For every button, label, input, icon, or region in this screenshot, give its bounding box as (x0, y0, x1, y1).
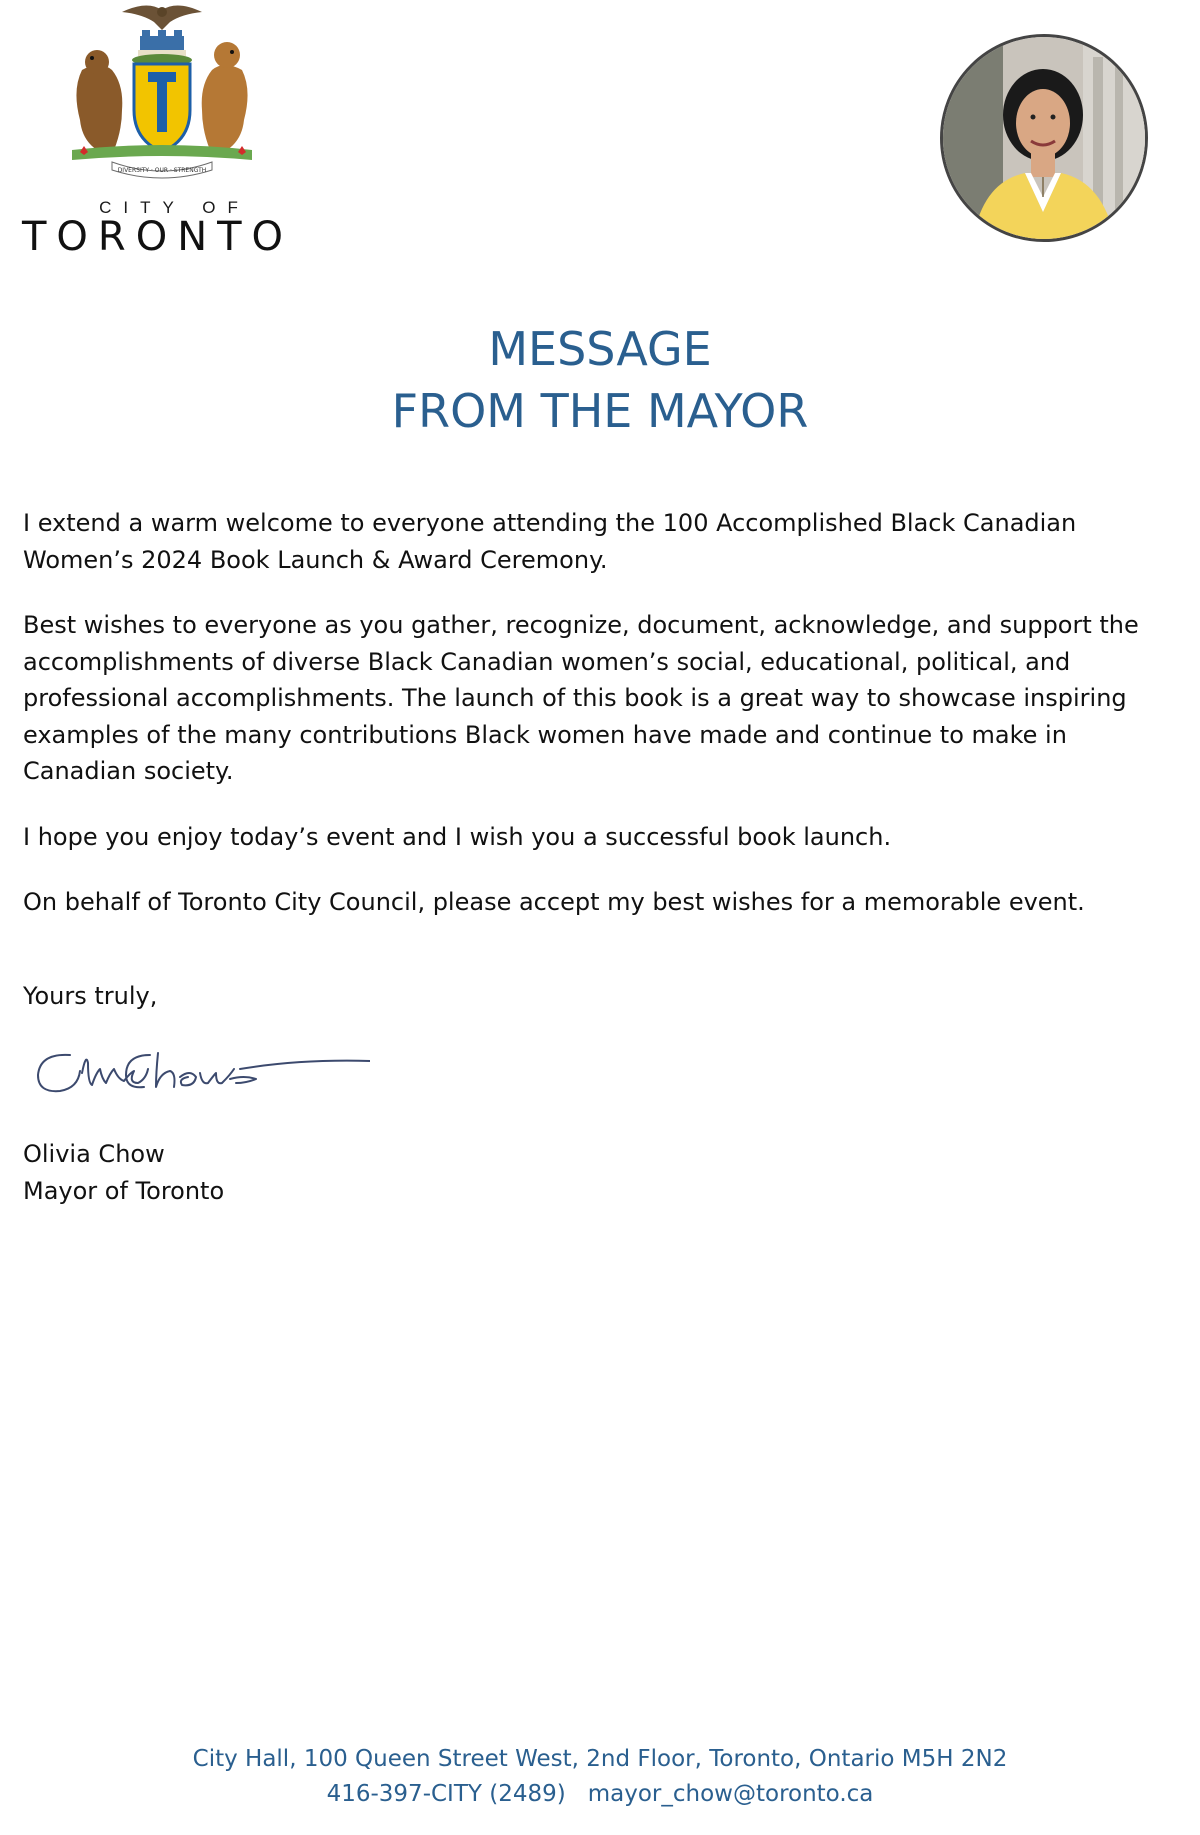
signer-name: Olivia Chow (23, 1140, 165, 1168)
paragraph-best-wishes: Best wishes to everyone as you gather, recognize, document, acknowledge, and support the accomplishments of diverse Black Canadian women’s social, educational, political, and professional accomplishments. The launch of this book is a great way to showcase inspiring examples of the many contributions Black women have made and continue to make in Canadian society. (23, 611, 1139, 785)
wordmark-city-of: CITY OF (99, 198, 250, 217)
footer-contact (0, 1777, 1200, 1812)
closing-salutation: Yours truly, (23, 982, 158, 1010)
handwritten-signature (30, 1033, 370, 1103)
paragraph-enjoy-event: I hope you enjoy today’s event and I wish you a successful book launch. (23, 822, 892, 851)
heading-line-1: MESSAGE (488, 322, 712, 376)
footer-phone: 416-397-CITY (2489) (326, 1781, 566, 1807)
letter-body (23, 505, 1173, 950)
city-of-toronto-logo (22, 0, 292, 260)
signer-block (23, 1136, 224, 1209)
coat-of-arms-icon (52, 0, 272, 185)
mayor-portrait (940, 34, 1148, 242)
footer-address: City Hall, 100 Queen Street West, 2nd Floor, Toronto, Ontario M5H 2N2 (192, 1746, 1008, 1772)
paragraph-welcome: I extend a warm welcome to everyone attending the 100 Accomplished Black Canadian Women’s 2024 Book Launch & Award Ceremony. (23, 509, 1077, 574)
footer-email[interactable]: mayor_chow@toronto.ca (587, 1781, 874, 1807)
portrait-image (943, 37, 1145, 239)
paragraph-council-wishes: On behalf of Toronto City Council, please accept my best wishes for a memorable event. (23, 888, 1085, 916)
letter-footer (0, 1742, 1200, 1812)
crest-motto: DIVERSITY · OUR · STRENGTH (117, 167, 207, 174)
wordmark-toronto: TORONTO (22, 214, 294, 260)
signer-title: Mayor of Toronto (23, 1176, 225, 1205)
heading-line-2: FROM THE MAYOR (391, 384, 809, 438)
letterhead (0, 0, 1200, 270)
message-heading (0, 318, 1200, 442)
